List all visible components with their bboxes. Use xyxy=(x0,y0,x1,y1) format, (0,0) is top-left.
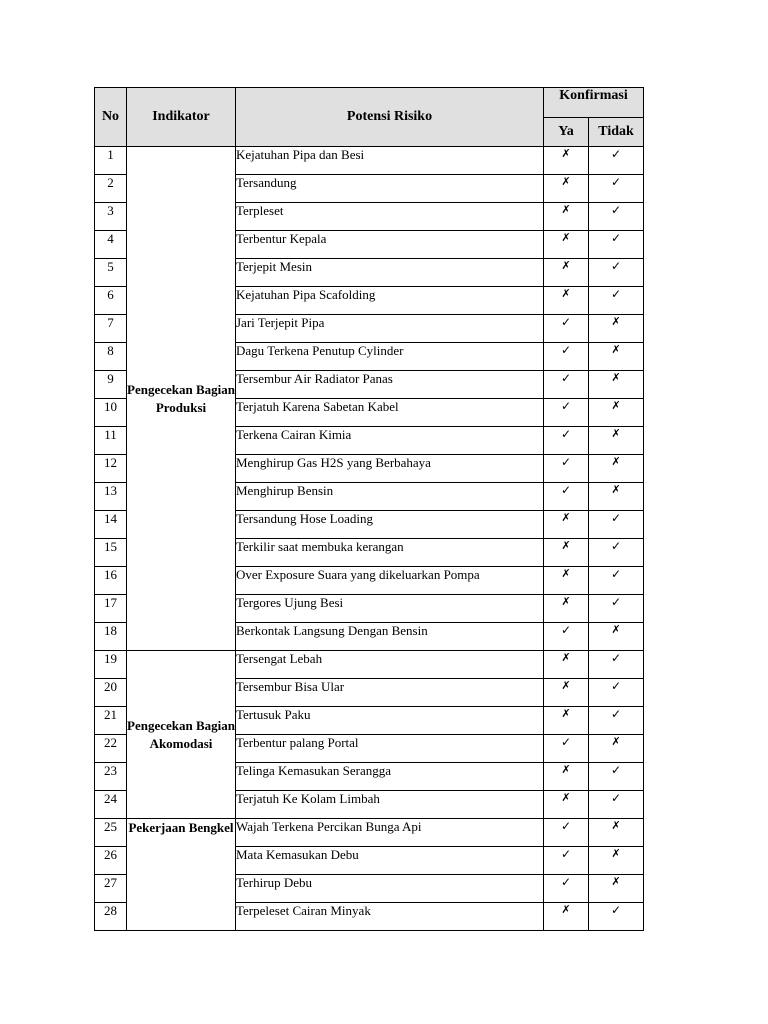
risk-description: Menghirup Gas H2S yang Berbahaya xyxy=(236,455,544,483)
cross-icon: ✗ xyxy=(589,343,644,371)
check-icon: ✓ xyxy=(544,623,589,651)
cross-icon: ✗ xyxy=(544,791,589,819)
check-icon: ✓ xyxy=(589,539,644,567)
risk-description: Terhirup Debu xyxy=(236,875,544,903)
check-icon: ✓ xyxy=(589,679,644,707)
cross-icon: ✗ xyxy=(544,147,589,175)
risk-description: Terpeleset Cairan Minyak xyxy=(236,903,544,931)
risk-description: Terpleset xyxy=(236,203,544,231)
row-number: 27 xyxy=(95,875,127,903)
cross-icon: ✗ xyxy=(589,455,644,483)
risk-description: Tersandung Hose Loading xyxy=(236,511,544,539)
row-number: 23 xyxy=(95,763,127,791)
cross-icon: ✗ xyxy=(589,847,644,875)
check-icon: ✓ xyxy=(589,651,644,679)
check-icon: ✓ xyxy=(589,763,644,791)
indikator-group: Pengecekan Bagian Akomodasi xyxy=(127,651,236,819)
risk-description: Menghirup Bensin xyxy=(236,483,544,511)
row-number: 1 xyxy=(95,147,127,175)
cross-icon: ✗ xyxy=(544,175,589,203)
indikator-group: Pengecekan Bagian Produksi xyxy=(127,147,236,651)
cross-icon: ✗ xyxy=(544,903,589,931)
risk-description: Telinga Kemasukan Serangga xyxy=(236,763,544,791)
row-number: 16 xyxy=(95,567,127,595)
row-number: 10 xyxy=(95,399,127,427)
cross-icon: ✗ xyxy=(544,231,589,259)
cross-icon: ✗ xyxy=(589,315,644,343)
check-icon: ✓ xyxy=(589,903,644,931)
row-number: 20 xyxy=(95,679,127,707)
cross-icon: ✗ xyxy=(589,875,644,903)
check-icon: ✓ xyxy=(544,455,589,483)
check-icon: ✓ xyxy=(589,259,644,287)
header-indikator: Indikator xyxy=(127,88,236,147)
table-row xyxy=(95,819,644,847)
header-ya: Ya xyxy=(544,118,589,147)
risk-description: Terbentur palang Portal xyxy=(236,735,544,763)
check-icon: ✓ xyxy=(589,707,644,735)
risk-description: Terjepit Mesin xyxy=(236,259,544,287)
row-number: 24 xyxy=(95,791,127,819)
cross-icon: ✗ xyxy=(589,371,644,399)
risk-description: Wajah Terkena Percikan Bunga Api xyxy=(236,819,544,847)
risk-description: Terkilir saat membuka kerangan xyxy=(236,539,544,567)
check-icon: ✓ xyxy=(589,175,644,203)
row-number: 3 xyxy=(95,203,127,231)
table-body xyxy=(95,147,644,931)
check-icon: ✓ xyxy=(589,567,644,595)
cross-icon: ✗ xyxy=(544,763,589,791)
risk-description: Terjatuh Karena Sabetan Kabel xyxy=(236,399,544,427)
table-header xyxy=(95,88,644,147)
check-icon: ✓ xyxy=(589,595,644,623)
check-icon: ✓ xyxy=(544,399,589,427)
risk-description: Berkontak Langsung Dengan Bensin xyxy=(236,623,544,651)
cross-icon: ✗ xyxy=(589,735,644,763)
risk-description: Tergores Ujung Besi xyxy=(236,595,544,623)
risk-description: Over Exposure Suara yang dikeluarkan Pompa xyxy=(236,567,544,595)
risk-description: Mata Kemasukan Debu xyxy=(236,847,544,875)
cross-icon: ✗ xyxy=(589,819,644,847)
cross-icon: ✗ xyxy=(544,287,589,315)
cross-icon: ✗ xyxy=(544,679,589,707)
cross-icon: ✗ xyxy=(589,623,644,651)
cross-icon: ✗ xyxy=(544,567,589,595)
row-number: 12 xyxy=(95,455,127,483)
indikator-group: Pekerjaan Bengkel xyxy=(127,819,236,931)
check-icon: ✓ xyxy=(544,735,589,763)
row-number: 19 xyxy=(95,651,127,679)
risk-description: Kejatuhan Pipa Scafolding xyxy=(236,287,544,315)
check-icon: ✓ xyxy=(589,147,644,175)
header-no: No xyxy=(95,88,127,147)
row-number: 5 xyxy=(95,259,127,287)
row-number: 18 xyxy=(95,623,127,651)
cross-icon: ✗ xyxy=(544,203,589,231)
cross-icon: ✗ xyxy=(544,539,589,567)
row-number: 28 xyxy=(95,903,127,931)
row-number: 15 xyxy=(95,539,127,567)
cross-icon: ✗ xyxy=(544,259,589,287)
check-icon: ✓ xyxy=(544,483,589,511)
row-number: 22 xyxy=(95,735,127,763)
check-icon: ✓ xyxy=(544,875,589,903)
risk-table xyxy=(94,87,644,931)
check-icon: ✓ xyxy=(544,819,589,847)
table-row xyxy=(95,147,644,175)
row-number: 8 xyxy=(95,343,127,371)
check-icon: ✓ xyxy=(589,791,644,819)
row-number: 26 xyxy=(95,847,127,875)
risk-description: Tersembur Air Radiator Panas xyxy=(236,371,544,399)
row-number: 25 xyxy=(95,819,127,847)
risk-description: Tertusuk Paku xyxy=(236,707,544,735)
cross-icon: ✗ xyxy=(589,483,644,511)
cross-icon: ✗ xyxy=(544,651,589,679)
row-number: 9 xyxy=(95,371,127,399)
row-number: 17 xyxy=(95,595,127,623)
header-tidak: Tidak xyxy=(589,118,644,147)
header-potensi-risiko: Potensi Risiko xyxy=(236,88,544,147)
check-icon: ✓ xyxy=(589,203,644,231)
check-icon: ✓ xyxy=(589,511,644,539)
check-icon: ✓ xyxy=(544,343,589,371)
cross-icon: ✗ xyxy=(589,427,644,455)
row-number: 21 xyxy=(95,707,127,735)
check-icon: ✓ xyxy=(544,371,589,399)
cross-icon: ✗ xyxy=(544,595,589,623)
row-number: 6 xyxy=(95,287,127,315)
cross-icon: ✗ xyxy=(544,707,589,735)
cross-icon: ✗ xyxy=(544,511,589,539)
row-number: 2 xyxy=(95,175,127,203)
row-number: 13 xyxy=(95,483,127,511)
header-konfirmasi: Konfirmasi xyxy=(544,88,644,118)
risk-description: Terjatuh Ke Kolam Limbah xyxy=(236,791,544,819)
check-icon: ✓ xyxy=(589,287,644,315)
table-row xyxy=(95,651,644,679)
risk-description: Dagu Terkena Penutup Cylinder xyxy=(236,343,544,371)
row-number: 11 xyxy=(95,427,127,455)
risk-description: Tersengat Lebah xyxy=(236,651,544,679)
risk-description: Tersandung xyxy=(236,175,544,203)
risk-description: Kejatuhan Pipa dan Besi xyxy=(236,147,544,175)
check-icon: ✓ xyxy=(544,847,589,875)
check-icon: ✓ xyxy=(589,231,644,259)
risk-description: Jari Terjepit Pipa xyxy=(236,315,544,343)
risk-description: Tersembur Bisa Ular xyxy=(236,679,544,707)
risk-description: Terkena Cairan Kimia xyxy=(236,427,544,455)
row-number: 4 xyxy=(95,231,127,259)
row-number: 14 xyxy=(95,511,127,539)
risk-description: Terbentur Kepala xyxy=(236,231,544,259)
row-number: 7 xyxy=(95,315,127,343)
check-icon: ✓ xyxy=(544,315,589,343)
check-icon: ✓ xyxy=(544,427,589,455)
cross-icon: ✗ xyxy=(589,399,644,427)
